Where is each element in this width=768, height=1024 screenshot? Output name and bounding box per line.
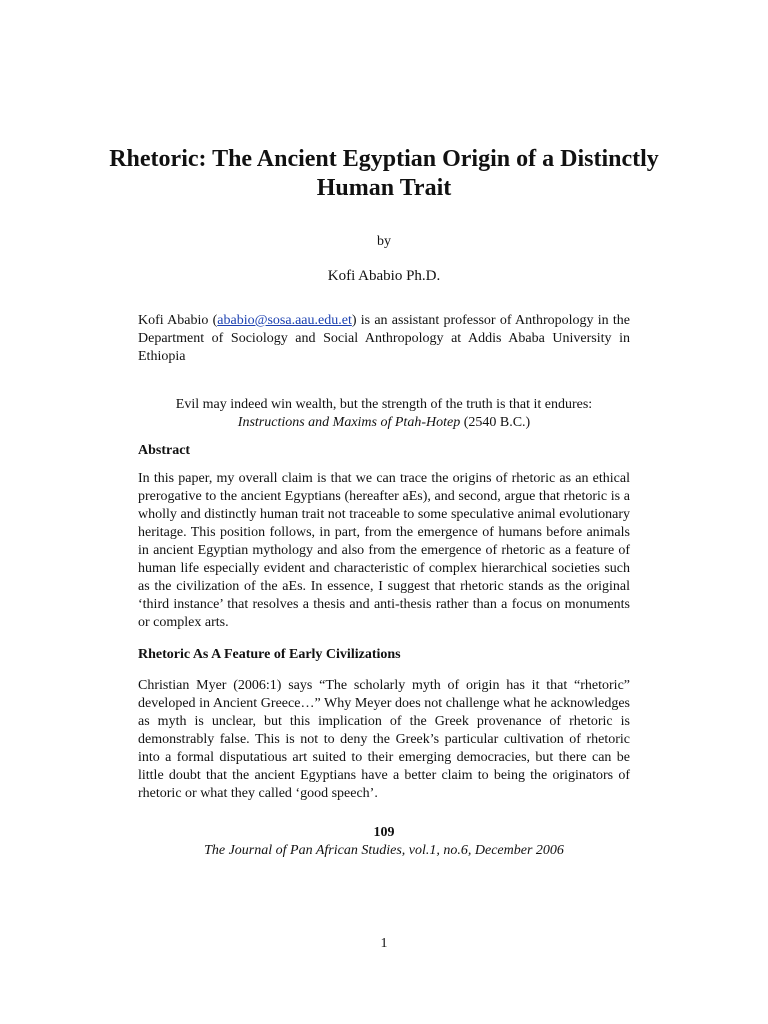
author-affiliation <box>138 312 630 366</box>
author-name: Kofi Ababio Ph.D. <box>327 268 441 284</box>
author-email-link[interactable]: ababio@sosa.aau.edu.et <box>217 313 352 328</box>
abstract-text: In this paper, my overall claim is that we can trace the origins of rhetoric as an ethical prerogative to the ancient Egyptians (hereafter aEs), and second, argue that rhetoric is a wholly and distinctly human trait not traceable to some speculative animal evolutionary heritage. This position follows, in part, from the emergence of humans before animals in ancient Egyptian mythology and also from the emergence of rhetoric as a feature of human life especially evident and characteristic of complex hierarchical societies such as the civilization of the aEs. In essence, I suggest that rhetoric stands as the original ‘third instance’ that resolves a thesis and anti-thesis rather than a focus on monuments or complex arts. <box>138 471 630 630</box>
journal-page-number: 109 <box>373 825 395 840</box>
affiliation-description: ) is an assistant professor of Anthropology in the Department of Sociology and Social Anthropology at Addis Ababa University in Ethiopia <box>138 313 631 364</box>
page-number: 1 <box>380 936 388 951</box>
epigraph-source-title: Instructions and Maxims of Ptah-Hotep <box>237 415 461 430</box>
abstract-heading: Abstract <box>138 443 191 458</box>
section-text: Christian Myer (2006:1) says “The scholarly myth of origin has it that “rhetoric” developed in Ancient Greece…” Why Meyer does not challenge what he acknowledges as myth is unclear, but this implication of the Greek provenance of rhetoric is demonstrably false. This is not to deny the Greek’s particular cultivation of rhetoric into a formal disputatious art suited to their emerging democracies, but there can be little doubt that the ancient Egyptians have a better claim to being the originators of rhetoric or what they called ‘good speech’. <box>138 678 630 801</box>
byline: by <box>377 234 391 249</box>
paper-title: Rhetoric: The Ancient Egyptian Origin of a Distinctly Human Trait <box>109 146 659 201</box>
epigraph-source <box>100 414 668 432</box>
epigraph-source-date: (2540 B.C.) <box>460 415 531 430</box>
epigraph <box>100 396 668 432</box>
epigraph-quote: Evil may indeed win wealth, but the strength of the truth is that it endures: <box>175 397 593 412</box>
affiliation-name: Kofi Ababio ( <box>138 313 218 328</box>
journal-citation: The Journal of Pan African Studies, vol.1, no.6, December 2006 <box>204 843 564 858</box>
section-heading: Rhetoric As A Feature of Early Civilizations <box>138 647 401 662</box>
